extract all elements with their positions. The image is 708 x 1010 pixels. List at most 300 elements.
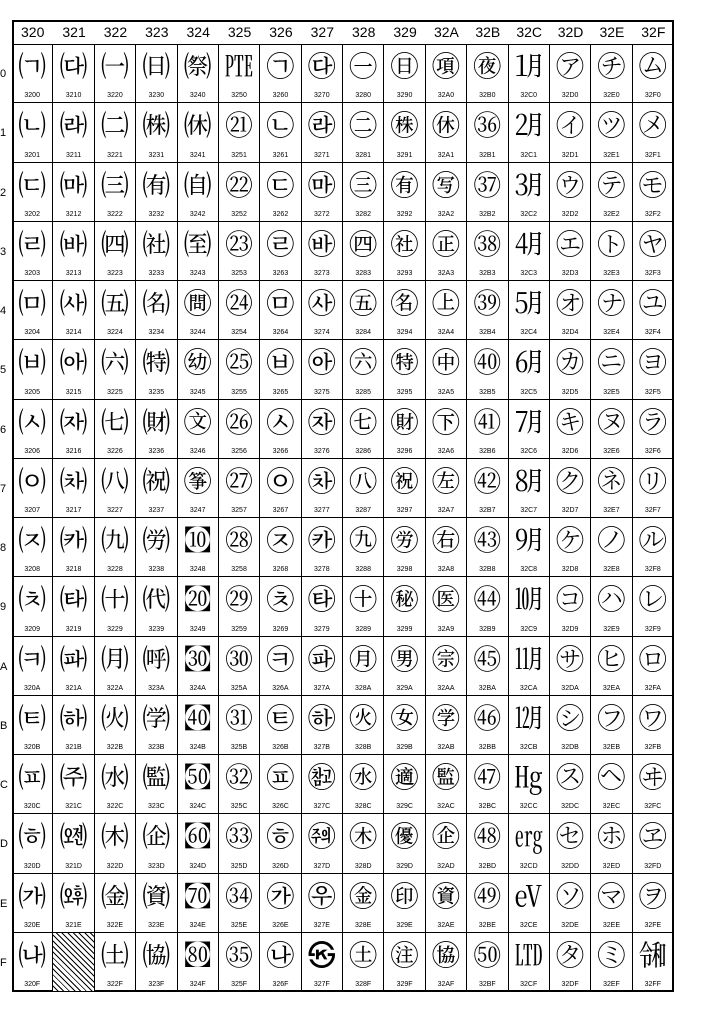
glyph-cell-323A	[136, 637, 177, 696]
glyph-cell-327C	[302, 755, 343, 814]
codepoint-label: 32DB	[561, 744, 579, 751]
glyph: ㋰	[638, 50, 667, 83]
glyph-cell-321B	[53, 696, 94, 755]
glyph: ㊛	[390, 701, 419, 735]
glyph-cell-32C4	[509, 281, 550, 340]
codepoint-label: 3250	[231, 92, 247, 100]
glyph: ㉬	[266, 761, 295, 794]
glyph: ㊇	[349, 464, 378, 498]
glyph-cell-325C	[219, 755, 260, 814]
codepoint-label: 32BB	[478, 744, 496, 751]
glyph: ㈔	[59, 287, 88, 320]
codepoint-label: 3289	[355, 625, 371, 633]
glyph-cell-32A7	[426, 459, 467, 518]
glyph: ㊹	[473, 583, 502, 617]
glyph: ㈘	[59, 524, 88, 557]
glyph-cell-32C3	[509, 222, 550, 281]
glyph-cell-3251	[219, 103, 260, 162]
codepoint-label: 3219	[65, 625, 82, 633]
codepoint-label: 327D	[313, 862, 331, 870]
codepoint-label: 3251	[231, 151, 247, 159]
codepoint-label: 3249	[189, 625, 206, 633]
glyph-cell-3201	[12, 103, 53, 162]
codepoint-label: 329B	[396, 744, 413, 751]
glyph-cell-32CA	[509, 637, 550, 696]
codepoint-label: 328C	[354, 803, 372, 811]
glyph-cell-32A6	[426, 400, 467, 459]
glyph-cell-32B5	[467, 340, 508, 399]
glyph: ㋲	[638, 168, 667, 202]
codepoint-label: 3236	[148, 447, 165, 455]
glyph: ㉧	[266, 464, 295, 498]
glyph: ㈆	[18, 405, 47, 439]
glyph-cell-3264	[260, 281, 301, 340]
glyph-cell-32C5	[509, 340, 550, 399]
glyph-cell-3277	[302, 459, 343, 518]
glyph-cell-327D	[302, 814, 343, 873]
glyph-cell-32DC	[550, 755, 591, 814]
glyph: ㋣	[597, 227, 626, 261]
glyph: ㋛	[556, 701, 585, 735]
glyph: ㈧	[100, 464, 129, 498]
glyph-cell-3284	[343, 281, 384, 340]
codepoint-label: 3281	[355, 151, 371, 159]
glyph: ㋗	[556, 464, 585, 498]
glyph-cell-3271	[302, 103, 343, 162]
codepoint-label: 32BA	[478, 684, 496, 692]
codepoint-label: 32D7	[561, 507, 579, 514]
glyph: ㉾	[307, 879, 336, 913]
glyph: ㊐	[390, 50, 419, 83]
glyph: ㋊	[514, 642, 543, 676]
glyph-cell-326C	[260, 755, 301, 814]
glyph-cell-32BC	[467, 755, 508, 814]
codepoint-label: 32E1	[603, 151, 620, 159]
codepoint-label: 32AD	[437, 862, 455, 870]
glyph: ㊏	[349, 938, 378, 972]
glyph: ㈈	[18, 524, 47, 557]
glyph-cell-32EC	[591, 755, 632, 814]
glyph-cell-324D	[178, 814, 219, 873]
glyph: ㋘	[556, 524, 585, 557]
glyph: ㊴	[473, 287, 502, 320]
glyph-cell-3236	[136, 400, 177, 459]
glyph-cell-32E6	[591, 400, 632, 459]
glyph: ㉳	[307, 227, 336, 261]
glyph-cell-3230	[136, 44, 177, 103]
glyph-cell-3214	[53, 281, 94, 340]
glyph-cell-32D0	[550, 44, 591, 103]
glyph: ㋴	[638, 287, 667, 320]
row-label-F: F	[0, 956, 7, 969]
glyph: ㊕	[390, 346, 419, 380]
column-header-32D: 32D	[557, 24, 584, 40]
glyph: ㉏	[183, 938, 212, 972]
glyph: ㋿	[638, 938, 667, 972]
codepoint-label: 3295	[396, 388, 413, 396]
glyph: ㉑	[225, 109, 254, 143]
glyph: ㋸	[638, 524, 667, 557]
glyph-cell-3223	[95, 222, 136, 281]
glyph: ㊎	[349, 879, 378, 913]
codepoint-label: 32B2	[479, 210, 496, 218]
glyph: ㈗	[59, 464, 88, 498]
codepoint-label: 329C	[396, 803, 413, 811]
glyph-cell-328B	[343, 696, 384, 755]
codepoint-label: 3232	[148, 210, 165, 218]
glyph-cell-32AF	[426, 933, 467, 992]
glyph-cell-32C2	[509, 163, 550, 222]
glyph-cell-3207	[12, 459, 53, 518]
codepoint-label: 3256	[231, 447, 247, 455]
glyph-cell-325A	[219, 637, 260, 696]
glyph-cell-3281	[343, 103, 384, 162]
glyph: ㈿	[142, 938, 171, 972]
codepoint-label: 3270	[314, 92, 330, 100]
glyph: ㉪	[266, 642, 295, 676]
glyph: ㋍	[514, 820, 543, 854]
glyph: ㋵	[638, 346, 667, 380]
codepoint-label: 323C	[147, 803, 165, 811]
codepoint-label: 3209	[24, 625, 40, 633]
glyph-cell-3290	[384, 44, 425, 103]
glyph: ㋓	[556, 227, 585, 261]
codepoint-label: 329E	[396, 921, 413, 929]
codepoint-label: 3204	[24, 329, 40, 337]
glyph-cell-320E	[12, 874, 53, 933]
codepoint-label: 3296	[396, 447, 413, 455]
glyph-cell-32AC	[426, 755, 467, 814]
codepoint-label: 32A6	[437, 447, 455, 455]
glyph-cell-32C0	[509, 44, 550, 103]
glyph: ㈅	[18, 346, 47, 380]
codepoint-label: 323F	[148, 981, 165, 988]
codepoint-label: 32A5	[437, 388, 455, 396]
codepoint-label: 32C6	[520, 447, 538, 455]
glyph: ㈌	[18, 761, 47, 794]
glyph-cell-323E	[136, 874, 177, 933]
glyph: ㋢	[597, 168, 626, 202]
codepoint-label: 328B	[355, 744, 372, 751]
codepoint-label: 321E	[65, 921, 82, 929]
glyph: ㈯	[100, 938, 129, 972]
glyph-cell-32B0	[467, 44, 508, 103]
codepoint-label: 321B	[65, 744, 82, 751]
codepoint-label: 3282	[355, 210, 371, 218]
glyph: ㉺	[307, 642, 336, 676]
glyph-cell-326F	[260, 933, 301, 992]
glyph-cell-3253	[219, 222, 260, 281]
codepoint-label: 3299	[396, 625, 413, 633]
codepoint-label: 320A	[24, 684, 41, 692]
codepoint-label: 3224	[107, 329, 123, 337]
column-header-32E: 32E	[599, 24, 625, 40]
glyph: ㈹	[142, 583, 171, 617]
codepoint-label: 32A3	[437, 270, 455, 277]
glyph-cell-3259	[219, 577, 260, 636]
codepoint-label: 3233	[148, 270, 165, 277]
codepoint-label: 326F	[272, 981, 289, 988]
codepoint-label: 3254	[231, 329, 247, 337]
glyph-cell-3237	[136, 459, 177, 518]
codepoint-label: 3205	[24, 388, 40, 396]
glyph: ㈽	[142, 820, 171, 854]
glyph: ㈣	[100, 227, 129, 261]
glyph-cell-3210	[53, 44, 94, 103]
glyph-cell-3297	[384, 459, 425, 518]
glyph: ㈁	[18, 109, 47, 143]
codepoint-label: 32EC	[602, 803, 621, 811]
glyph: ㈪	[100, 642, 129, 676]
glyph: ㈚	[59, 642, 88, 676]
codepoint-label: 3268	[272, 566, 289, 574]
codepoint-label: 32C1	[520, 151, 538, 159]
glyph-cell-321C	[53, 755, 94, 814]
codepoint-label: 32CD	[519, 862, 538, 870]
glyph: ㋝	[556, 820, 585, 854]
codepoint-label: 3288	[355, 566, 371, 574]
codepoint-label: 321C	[65, 803, 82, 811]
glyph: ㉩	[266, 583, 295, 617]
codepoint-label: 3201	[24, 151, 40, 159]
glyph: ㊨	[431, 524, 460, 557]
codepoint-label: 32DE	[561, 921, 579, 929]
codepoint-label: 3207	[24, 507, 40, 514]
glyph-cell-320C	[12, 755, 53, 814]
codepoint-label: 325D	[230, 862, 248, 870]
glyph-cell-3250	[219, 44, 260, 103]
codepoint-label: 32D8	[561, 566, 579, 574]
codepoint-label: 3263	[272, 270, 289, 277]
glyph: ㈢	[100, 168, 129, 202]
codepoint-label: 32D0	[561, 92, 579, 100]
codepoint-label: 32F9	[644, 625, 661, 633]
glyph: ㋨	[597, 524, 626, 557]
codepoint-label: 3290	[396, 92, 413, 100]
codepoint-label: 3227	[107, 507, 123, 514]
glyph: ㉃	[183, 227, 212, 261]
glyph: ㋉	[514, 583, 543, 617]
codepoint-label: 329D	[396, 862, 413, 870]
glyph: ㉣	[266, 227, 295, 261]
column-header-324: 324	[186, 24, 210, 40]
codepoint-label: 3212	[65, 210, 82, 218]
codepoint-label: 327E	[313, 921, 330, 929]
glyph: ㈐	[59, 50, 88, 83]
codepoint-label: 3280	[355, 92, 371, 100]
glyph-cell-32D9	[550, 577, 591, 636]
glyph-cell-320B	[12, 696, 53, 755]
codepoint-label: 32D5	[561, 388, 579, 396]
glyph: ㉤	[266, 287, 295, 320]
column-header-32F: 32F	[641, 24, 666, 40]
row-label-9: 9	[0, 601, 7, 614]
codepoint-label: 32C7	[520, 507, 538, 514]
glyph-cell-3227	[95, 459, 136, 518]
glyph: ㉙	[225, 583, 254, 617]
glyph: ㈑	[59, 109, 88, 143]
glyph: ㉿	[307, 938, 336, 972]
glyph: ㉈	[183, 524, 212, 557]
codepoint-label: 32E0	[603, 92, 620, 100]
glyph: ㈞	[59, 879, 88, 913]
glyph-cell-3258	[219, 518, 260, 577]
codepoint-label: 32E3	[603, 270, 620, 277]
row-label-B: B	[0, 719, 8, 732]
row-label-4: 4	[0, 305, 7, 317]
codepoint-label: 32BF	[478, 981, 496, 988]
codepoint-label: 3200	[24, 92, 40, 100]
glyph: ㉴	[307, 287, 336, 320]
glyph-cell-32DA	[550, 637, 591, 696]
glyph: ㈨	[100, 524, 129, 557]
glyph-cell-322F	[95, 933, 136, 992]
glyph: ㊘	[390, 524, 419, 557]
glyph-cell-329F	[384, 933, 425, 992]
glyph: ㉰	[307, 50, 336, 83]
codepoint-label: 327B	[313, 744, 330, 751]
glyph: ㈤	[100, 287, 129, 320]
glyph-cell-32D3	[550, 222, 591, 281]
glyph: ㋈	[514, 524, 543, 557]
glyph: ㉸	[307, 524, 336, 557]
codepoint-label: 32FD	[644, 862, 662, 870]
glyph-cell-320D	[12, 814, 53, 873]
codepoint-label: 3213	[65, 270, 82, 277]
codepoint-label: 325F	[231, 981, 248, 988]
glyph-cell-325B	[219, 696, 260, 755]
glyph: ㈴	[142, 287, 171, 320]
codepoint-label: 32CA	[519, 684, 538, 692]
glyph: ㊟	[390, 938, 419, 972]
codepoint-label: 32EF	[603, 981, 620, 988]
glyph: ㊖	[390, 405, 419, 439]
glyph-cell-3234	[136, 281, 177, 340]
glyph-cell-3279	[302, 577, 343, 636]
glyph-cell-3219	[53, 577, 94, 636]
glyph: ㈒	[59, 168, 88, 202]
codepoint-label: 32F4	[644, 329, 661, 337]
glyph-cell-32BD	[467, 814, 508, 873]
glyph: ㋪	[597, 642, 626, 676]
glyph-cell-3244	[178, 281, 219, 340]
row-label-A: A	[0, 660, 8, 673]
codepoint-label: 323A	[148, 684, 165, 692]
codepoint-label: 3210	[65, 92, 82, 100]
glyph-cell-32ED	[591, 814, 632, 873]
glyph: ㊙	[390, 583, 419, 617]
glyph-cell-3298	[384, 518, 425, 577]
glyph: ㊺	[473, 642, 502, 676]
glyph-cell-32E1	[591, 103, 632, 162]
glyph: ㉦	[266, 405, 295, 439]
column-header-328: 328	[352, 24, 376, 40]
glyph-cell-3218	[53, 518, 94, 577]
codepoint-label: 32B0	[479, 92, 496, 100]
codepoint-label: 3257	[231, 507, 247, 514]
glyph: ㊵	[473, 346, 502, 380]
glyph: ㉐	[225, 50, 254, 83]
codepoint-label: 32A8	[437, 566, 455, 574]
glyph-cell-3257	[219, 459, 260, 518]
glyph: ㈾	[142, 879, 171, 913]
glyph: ㊋	[349, 701, 378, 735]
codepoint-label: 3255	[231, 388, 247, 396]
codepoint-label: 32CF	[520, 981, 538, 988]
glyph-cell-3247	[178, 459, 219, 518]
glyph: ㊀	[349, 50, 378, 83]
glyph: ㈕	[59, 346, 88, 380]
glyph-cell-32E3	[591, 222, 632, 281]
glyph: ㈛	[59, 701, 88, 735]
glyph: ㋐	[556, 50, 585, 83]
codepoint-label: 3293	[396, 270, 413, 277]
glyph: ㈭	[100, 820, 129, 854]
glyph: ㊿	[473, 938, 502, 972]
glyph: ㋇	[514, 464, 543, 498]
codepoint-label: 32F8	[644, 566, 661, 574]
glyph-cell-3266	[260, 400, 301, 459]
glyph: ㉇	[183, 464, 212, 498]
glyph-cell-3249	[178, 577, 219, 636]
glyph: ㈍	[18, 820, 47, 854]
codepoint-label: 3279	[314, 625, 330, 633]
glyph: ㉯	[266, 938, 295, 972]
glyph-cell-32F2	[633, 163, 674, 222]
glyph: ㉢	[266, 168, 295, 202]
glyph-cell-325F	[219, 933, 260, 992]
glyph-cell-3272	[302, 163, 343, 222]
glyph: ㊄	[349, 287, 378, 320]
codepoint-label: 32DD	[561, 862, 580, 870]
codepoint-label: 3247	[189, 507, 206, 514]
glyph-cell-3206	[12, 400, 53, 459]
glyph: ㉵	[307, 346, 336, 380]
glyph-cell-32D5	[550, 340, 591, 399]
row-label-0: 0	[0, 68, 7, 80]
glyph-cell-328D	[343, 814, 384, 873]
codepoint-label: 3220	[107, 92, 123, 100]
glyph: ㉕	[225, 346, 254, 380]
glyph: ㊁	[349, 109, 378, 143]
glyph-cell-322D	[95, 814, 136, 873]
glyph-cell-32C9	[509, 577, 550, 636]
codepoint-label: 32A1	[437, 151, 455, 159]
glyph-cell-3286	[343, 400, 384, 459]
glyph: ㊗	[390, 464, 419, 498]
codepoint-label: 324F	[189, 981, 206, 988]
column-header-326: 326	[269, 24, 293, 40]
codepoint-label: 3292	[396, 210, 413, 218]
codepoint-label: 32E7	[603, 507, 620, 514]
glyph-cell-324F	[178, 933, 219, 992]
codepoint-label: 3245	[189, 388, 206, 396]
glyph-cell-328F	[343, 933, 384, 992]
codepoint-label: 32B3	[479, 270, 496, 277]
codepoint-label: 320C	[23, 803, 41, 811]
glyph-cell-3296	[384, 400, 425, 459]
glyph-cell-32B1	[467, 103, 508, 162]
codepoint-label: 32FB	[644, 744, 662, 751]
codepoint-label: 3234	[148, 329, 165, 337]
codepoint-label: 3284	[355, 329, 371, 337]
glyph-cell-3228	[95, 518, 136, 577]
glyph-cell-32DE	[550, 874, 591, 933]
glyph-cell-32FC	[633, 755, 674, 814]
glyph-cell-322E	[95, 874, 136, 933]
column-header-327: 327	[310, 24, 334, 40]
glyph-cell-32B7	[467, 459, 508, 518]
